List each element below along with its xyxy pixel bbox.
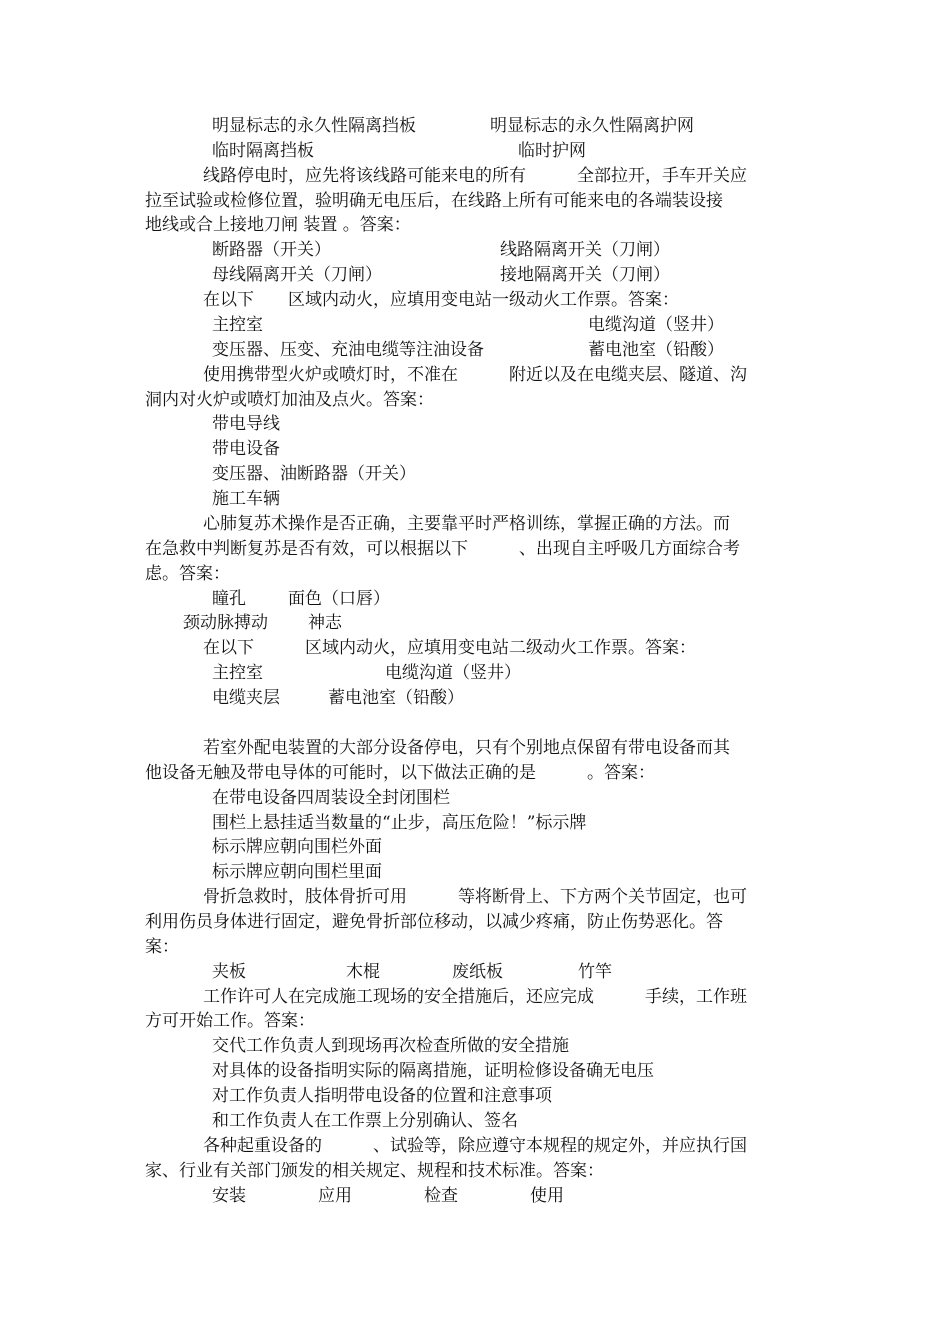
question-stem: 在以下 区域内动火，应填用变电站一级动火工作票。答案： [203, 290, 679, 310]
question-stem: 方可开始工作。答案： [145, 1011, 315, 1031]
option: 主控室 [212, 663, 263, 683]
question-stem: 各种起重设备的 、试验等，除应遵守本规程的规定外，并应执行国 [203, 1136, 747, 1156]
option: 颈动脉搏动 [183, 613, 268, 633]
option: 在带电设备四周装设全封闭围栏 [212, 788, 450, 808]
option: 对具体的设备指明实际的隔离措施，证明检修设备确无电压 [212, 1061, 654, 1081]
option: 变压器、压变、充油电缆等注油设备 [212, 340, 484, 360]
option: 和工作负责人在工作票上分别确认、签名 [212, 1111, 518, 1131]
option: 标示牌应朝向围栏外面 [212, 837, 382, 857]
option: 线路隔离开关（刀闸） [500, 240, 670, 260]
option: 临时护网 [518, 141, 586, 161]
option: 检查 [424, 1186, 458, 1206]
option: 对工作负责人指明带电设备的位置和注意事项 [212, 1086, 552, 1106]
option: 交代工作负责人到现场再次检查所做的安全措施 [212, 1036, 569, 1056]
option: 瞳孔 [212, 589, 246, 609]
option: 废纸板 [452, 962, 503, 982]
option: 电缆夹层 [212, 688, 280, 708]
option: 夹板 [212, 962, 246, 982]
option: 接地隔离开关（刀闸） [500, 265, 670, 285]
question-stem: 虑。答案： [145, 564, 230, 584]
option: 竹竿 [578, 962, 612, 982]
question-stem: 地线或合上接地刀闸 装置 。答案： [145, 215, 411, 235]
question-stem: 家、行业有关部门颁发的相关规定、规程和技术标准。答案： [145, 1161, 604, 1181]
option: 电缆沟道（竖井） [588, 315, 724, 335]
question-stem: 工作许可人在完成施工现场的安全措施后，还应完成 手续，工作班 [203, 987, 747, 1007]
option: 电缆沟道（竖井） [385, 663, 521, 683]
option: 蓄电池室（铅酸） [588, 340, 724, 360]
option: 安装 [212, 1186, 246, 1206]
option: 蓄电池室（铅酸） [328, 688, 464, 708]
question-stem: 骨折急救时，肢体骨折可用 等将断骨上、下方两个关节固定，也可 [203, 887, 747, 907]
option: 明显标志的永久性隔离挡板 [212, 116, 416, 136]
option: 母线隔离开关（刀闸） [212, 265, 382, 285]
option: 带电导线 [212, 414, 280, 434]
option: 带电设备 [212, 439, 280, 459]
option: 使用 [530, 1186, 564, 1206]
question-stem: 使用携带型火炉或喷灯时，不准在 附近以及在电缆夹层、隧道、沟 [203, 365, 747, 385]
question-stem: 线路停电时，应先将该线路可能来电的所有 全部拉开，手车开关应 [203, 166, 747, 186]
question-stem: 若室外配电装置的大部分设备停电，只有个别地点保留有带电设备而其 [203, 738, 730, 758]
option: 明显标志的永久性隔离护网 [490, 116, 694, 136]
question-stem: 在以下 区域内动火，应填用变电站二级动火工作票。答案： [203, 638, 696, 658]
option: 木棍 [346, 962, 380, 982]
option: 变压器、油断路器（开关） [212, 464, 416, 484]
question-stem: 案： [145, 937, 179, 957]
question-stem: 在急救中判断复苏是否有效，可以根据以下 、出现自主呼吸几方面综合考 [145, 539, 740, 559]
question-stem: 拉至试验或检修位置，验明确无电压后，在线路上所有可能来电的各端装设接 [145, 191, 723, 211]
option: 应用 [318, 1186, 352, 1206]
question-stem: 利用伤员身体进行固定，避免骨折部位移动，以减少疼痛，防止伤势恶化。答 [145, 912, 723, 932]
option: 临时隔离挡板 [212, 141, 314, 161]
option: 围栏上悬挂适当数量的“止步，高压危险！”标示牌 [212, 813, 587, 833]
option: 神志 [308, 613, 342, 633]
question-stem: 洞内对火炉或喷灯加油及点火。答案： [145, 390, 434, 410]
option: 施工车辆 [212, 489, 280, 509]
option: 主控室 [212, 315, 263, 335]
option: 面色（口唇） [288, 589, 390, 609]
question-stem: 心肺复苏术操作是否正确，主要靠平时严格训练，掌握正确的方法。而 [203, 514, 730, 534]
question-stem: 他设备无触及带电导体的可能时，以下做法正确的是 。答案： [145, 763, 655, 783]
option: 断路器（开关） [212, 240, 331, 260]
option: 标示牌应朝向围栏里面 [212, 862, 382, 882]
